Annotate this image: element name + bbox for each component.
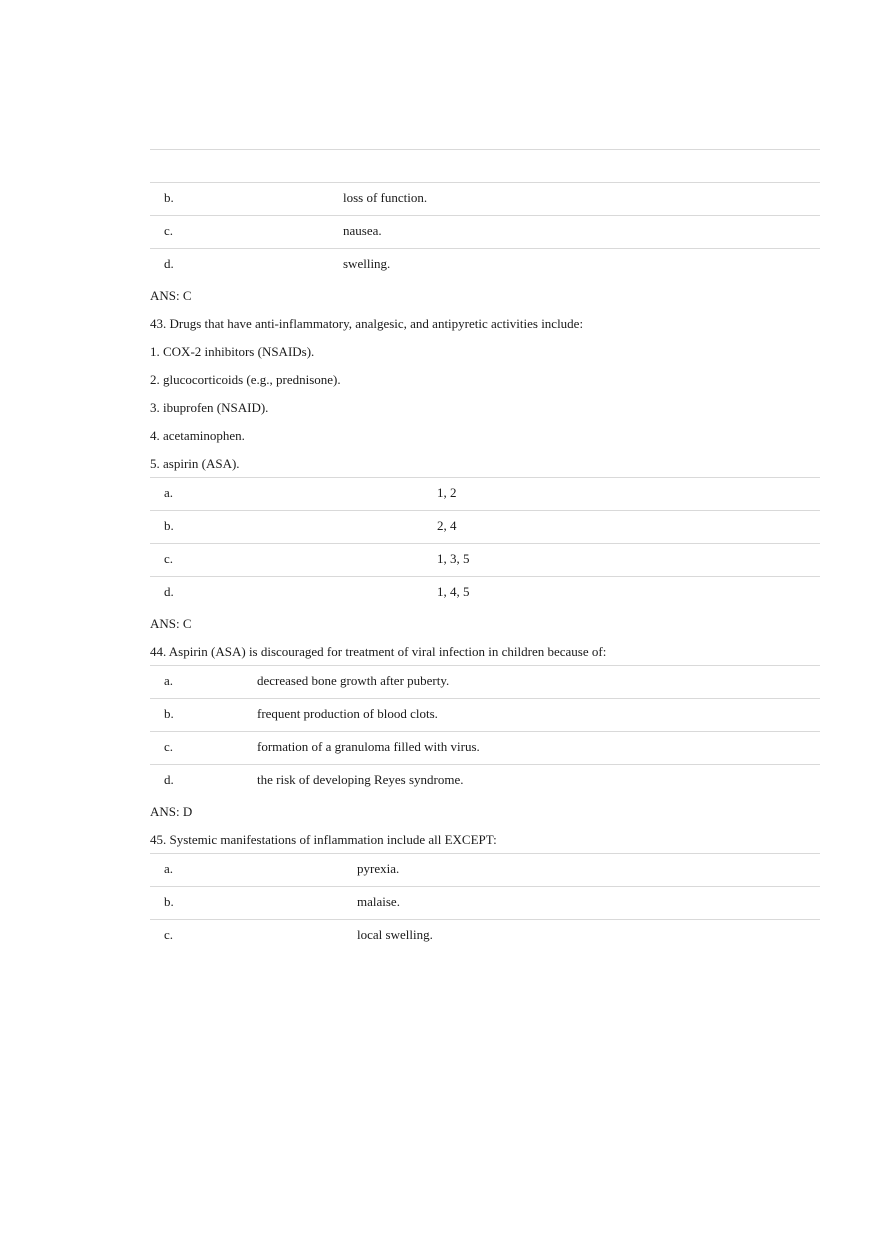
- list-item: 1. COX-2 inhibitors (NSAIDs).: [150, 344, 315, 359]
- option-row: [150, 215, 820, 248]
- answer-line: ANS: D: [150, 804, 193, 819]
- option-row: [150, 182, 820, 215]
- option-text: 2, 4: [437, 518, 457, 533]
- option-text: malaise.: [357, 894, 400, 909]
- answer-line: ANS: C: [150, 288, 192, 303]
- list-item: 4. acetaminophen.: [150, 428, 245, 443]
- option-letter: b.: [164, 894, 174, 909]
- option-letter: c.: [164, 223, 174, 238]
- option-text: 1, 4, 5: [437, 584, 470, 599]
- option-text: swelling.: [343, 256, 391, 271]
- option-text: the risk of developing Reyes syndrome.: [257, 772, 464, 787]
- list-item: 3. ibuprofen (NSAID).: [150, 400, 269, 415]
- option-row: [150, 543, 820, 576]
- option-row: [150, 886, 820, 919]
- option-letter: c.: [164, 551, 174, 566]
- option-text: pyrexia.: [357, 861, 400, 876]
- question-text: 44. Aspirin (ASA) is discouraged for treatment of viral infection in children because of:: [150, 644, 607, 659]
- option-row: [150, 576, 820, 609]
- document-page: [150, 149, 820, 952]
- option-text: frequent production of blood clots.: [257, 706, 438, 721]
- option-letter: a.: [164, 861, 174, 876]
- option-row: [150, 698, 820, 731]
- option-row: [150, 665, 820, 698]
- question-text: 45. Systemic manifestations of inflammation include all EXCEPT:: [150, 832, 497, 847]
- option-letter: c.: [164, 739, 174, 754]
- option-letter: a.: [164, 673, 174, 688]
- list-item: 5. aspirin (ASA).: [150, 456, 240, 471]
- option-row: [150, 477, 820, 510]
- option-letter: d.: [164, 256, 174, 271]
- option-text: loss of function.: [343, 190, 428, 205]
- option-text: local swelling.: [357, 927, 433, 942]
- option-letter: b.: [164, 518, 174, 533]
- answer-line: ANS: C: [150, 616, 192, 631]
- option-letter: d.: [164, 772, 174, 787]
- option-row: [150, 853, 820, 886]
- option-letter: d.: [164, 584, 174, 599]
- option-text: 1, 3, 5: [437, 551, 470, 566]
- empty-row: [150, 149, 820, 182]
- option-row: [150, 510, 820, 543]
- option-row: [150, 919, 820, 952]
- option-row: [150, 731, 820, 764]
- option-letter: b.: [164, 706, 174, 721]
- option-letter: a.: [164, 485, 174, 500]
- option-letter: c.: [164, 927, 174, 942]
- option-text: nausea.: [343, 223, 382, 238]
- question-text: 43. Drugs that have anti-inflammatory, analgesic, and antipyretic activities include:: [150, 316, 584, 331]
- option-row: [150, 248, 820, 281]
- option-text: formation of a granuloma filled with virus.: [257, 739, 480, 754]
- option-row: [150, 764, 820, 797]
- option-text: 1, 2: [437, 485, 457, 500]
- list-item: 2. glucocorticoids (e.g., prednisone).: [150, 372, 341, 387]
- option-letter: b.: [164, 190, 174, 205]
- option-text: decreased bone growth after puberty.: [257, 673, 450, 688]
